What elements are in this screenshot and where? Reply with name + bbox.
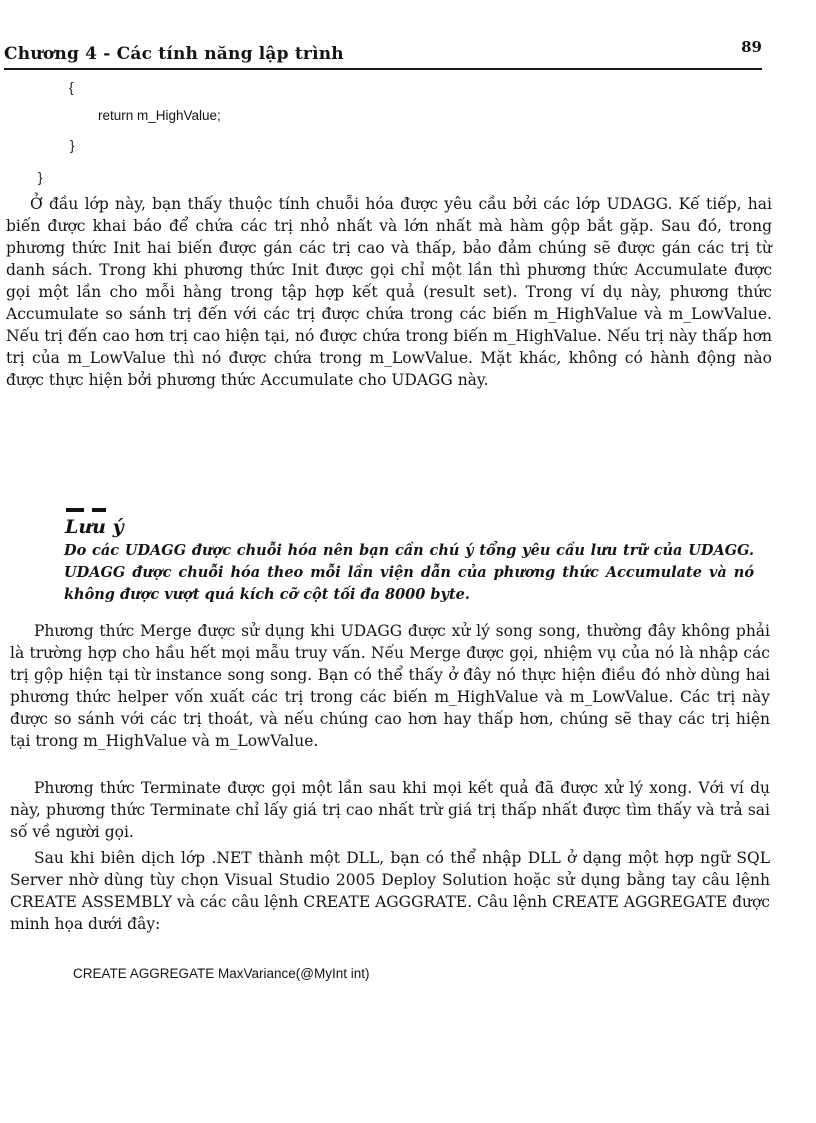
code-create-aggregate: CREATE AGGREGATE MaxVariance(@MyInt int) — [73, 966, 370, 981]
page-header — [4, 38, 762, 68]
code-brace-open: { — [69, 80, 74, 95]
page-number: 89 — [741, 38, 762, 56]
note-label: Lưu ý — [65, 516, 124, 538]
chapter-title: Chương 4 - Các tính năng lập trình — [4, 44, 344, 64]
code-brace-close-inner: } — [70, 138, 75, 153]
note-icon — [64, 506, 144, 544]
paragraph-3: Phương thức Terminate được gọi một lần sau khi mọi kết quả đã được xử lý xong. Với ví dụ này, phương thức Terminate chỉ lấy giá trị cao nhất trừ giá trị thấp nhất được tìm thấy và trả sai số về người gọi. — [10, 779, 770, 841]
note-label-graphic — [64, 506, 144, 540]
paragraph-4: Sau khi biên dịch lớp .NET thành một DLL, bạn có thể nhập DLL ở dạng một hợp ngữ SQL Server nhờ dùng tùy chọn Visual Studio 2005 Deploy Solution hoặc sử dụng bằng tay câu lệnh CREATE ASSEMBLY và các câu lệnh CREATE AGGGRATE. Câu lệnh CREATE AGGREGATE được minh họa dưới đây: — [10, 849, 770, 933]
note-text: Do các UDAGG được chuỗi hóa nên bạn cần chú ý tổng yêu cầu lưu trữ của UDAGG. UDAGG được chuỗi hóa theo mỗi lần viện dẫn của phương thức Accumulate và nó không được vượt quá kích cỡ cột tối đa 8000 byte. — [64, 542, 754, 603]
paragraph-2: Phương thức Merge được sử dụng khi UDAGG được xử lý song song, thường đây không phải là trường hợp cho hầu hết mọi mẫu truy vấn. Nếu Merge được gọi, nhiệm vụ của nó là nhập các trị gộp hiện tại từ instance song song. Bạn có thể thấy ở đây nó thực hiện điều đó nhờ dùng hai phương thức helper vốn xuất các trị trong các biến m_HighValue và m_LowValue. Các trị này được so sánh với các trị thoát, và nếu chúng cao hơn hay thấp hơn, chúng sẽ thay các trị hiện tại trong m_HighValue và m_LowValue. — [10, 622, 770, 750]
header-rule — [4, 68, 762, 70]
code-brace-close-outer: } — [38, 170, 43, 185]
paragraph-1: Ở đầu lớp này, bạn thấy thuộc tính chuỗi hóa được yêu cầu bởi các lớp UDAGG. Kế tiếp, hai biến được khai báo để chứa các trị nhỏ nhất và lớn nhất mà hàm gộp bắt gặp. Sau đó, trong phương thức Init hai biến được gán các trị cao và thấp, bảo đảm chúng sẽ được gán các trị từ danh sách. Trong khi phương thức Init được gọi chỉ một lần thì phương thức Accumulate được gọi một lần cho mỗi hàng trong tập hợp kết quả (result set). Trong ví dụ này, phương thức Accumulate so sánh trị đến với các trị được chứa trong các biến m_HighValue và m_LowValue. Nếu trị đến cao hơn trị cao hiện tại, nó được chứa trong biến m_HighValue. Nếu trị này thấp hơn trị của m_LowValue thì nó được chứa trong m_LowValue. Mặt khác, không có hành động nào được thực hiện bởi phương thức Accumulate cho UDAGG này. — [6, 195, 772, 389]
code-return-line: return m_HighValue; — [98, 108, 221, 123]
